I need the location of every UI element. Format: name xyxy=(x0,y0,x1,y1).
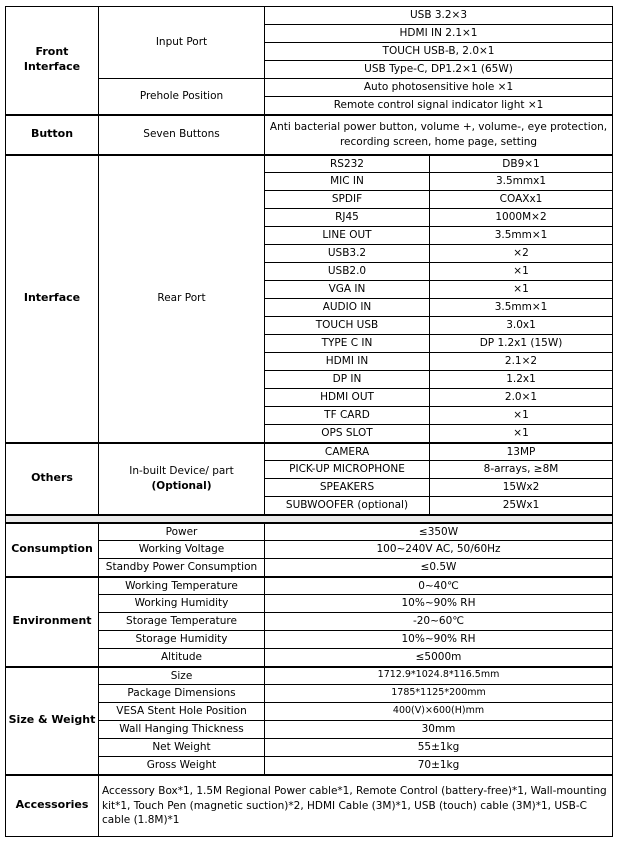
size-weight-category: Size & Weight xyxy=(6,667,99,775)
port-name: RS232 xyxy=(265,155,430,173)
port-value: 2.0×1 xyxy=(430,389,613,407)
interface-category: Interface xyxy=(6,155,99,443)
device-name: PICK-UP MICROPHONE xyxy=(265,461,430,479)
input-port-item: HDMI IN 2.1×1 xyxy=(265,25,613,43)
device-value: 13MP xyxy=(430,443,613,461)
port-value: ×1 xyxy=(430,281,613,299)
front-interface-category: Front Interface xyxy=(6,7,99,115)
environment-label: Working Temperature xyxy=(99,577,265,595)
size-weight-value: 55±1kg xyxy=(265,739,613,757)
device-name: SUBWOOFER (optional) xyxy=(265,497,430,515)
port-value: DB9×1 xyxy=(430,155,613,173)
size-weight-label: Net Weight xyxy=(99,739,265,757)
port-name: TYPE C IN xyxy=(265,335,430,353)
port-name: TF CARD xyxy=(265,407,430,425)
button-label: Seven Buttons xyxy=(99,115,265,155)
consumption-label: Power xyxy=(99,523,265,541)
optional-tag: (Optional) xyxy=(151,479,212,492)
input-port-label: Input Port xyxy=(99,7,265,79)
device-name: CAMERA xyxy=(265,443,430,461)
others-row xyxy=(6,443,613,461)
port-value: ×1 xyxy=(430,407,613,425)
separator-cell xyxy=(6,515,613,523)
size-weight-label: VESA Stent Hole Position xyxy=(99,703,265,721)
environment-value: 10%~90% RH xyxy=(265,595,613,613)
port-value: 3.5mmx1 xyxy=(430,173,613,191)
button-value: Anti bacterial power button, volume +, volume-, eye protection, recording screen, home page, setting xyxy=(265,115,613,155)
inbuilt-device-text: In-built Device/ part xyxy=(129,465,234,478)
environment-category: Environment xyxy=(6,577,99,667)
port-name: SPDIF xyxy=(265,191,430,209)
accessories-category: Accessories xyxy=(6,775,99,837)
port-name: AUDIO IN xyxy=(265,299,430,317)
environment-label: Storage Humidity xyxy=(99,631,265,649)
input-port-item: USB 3.2×3 xyxy=(265,7,613,25)
device-value: 8-arrays, ≥8M xyxy=(430,461,613,479)
interface-row xyxy=(6,155,613,173)
consumption-label: Working Voltage xyxy=(99,541,265,559)
port-value: DP 1.2x1 (15W) xyxy=(430,335,613,353)
environment-value: 0~40℃ xyxy=(265,577,613,595)
rear-port-label: Rear Port xyxy=(99,155,265,443)
size-weight-value: 30mm xyxy=(265,721,613,739)
port-name: MIC IN xyxy=(265,173,430,191)
port-name: USB3.2 xyxy=(265,245,430,263)
consumption-row xyxy=(6,523,613,541)
consumption-value: 100~240V AC, 50/60Hz xyxy=(265,541,613,559)
port-value: 3.0x1 xyxy=(430,317,613,335)
port-name: RJ45 xyxy=(265,209,430,227)
size-weight-value: 1785*1125*200mm xyxy=(265,685,613,703)
spec-body xyxy=(6,7,613,837)
port-name: HDMI IN xyxy=(265,353,430,371)
consumption-value: ≤0.5W xyxy=(265,559,613,577)
prehole-label: Prehole Position xyxy=(99,79,265,115)
size-weight-value: 70±1kg xyxy=(265,757,613,775)
device-value: 15Wx2 xyxy=(430,479,613,497)
size-weight-label: Package Dimensions xyxy=(99,685,265,703)
environment-row xyxy=(6,577,613,595)
input-port-item: USB Type-C, DP1.2×1 (65W) xyxy=(265,61,613,79)
others-category: Others xyxy=(6,443,99,515)
size-weight-value: 1712.9*1024.8*116.5mm xyxy=(265,667,613,685)
port-value: 3.5mm×1 xyxy=(430,299,613,317)
environment-label: Working Humidity xyxy=(99,595,265,613)
port-value: ×1 xyxy=(430,263,613,281)
prehole-item: Auto photosensitive hole ×1 xyxy=(265,79,613,97)
size-weight-label: Size xyxy=(99,667,265,685)
port-value: COAXx1 xyxy=(430,191,613,209)
port-name: OPS SLOT xyxy=(265,425,430,443)
port-value: 2.1×2 xyxy=(430,353,613,371)
input-port-item: TOUCH USB-B, 2.0×1 xyxy=(265,43,613,61)
environment-value: ≤5000m xyxy=(265,649,613,667)
prehole-item: Remote control signal indicator light ×1 xyxy=(265,97,613,115)
spec-table xyxy=(5,6,613,837)
port-name: TOUCH USB xyxy=(265,317,430,335)
consumption-category: Consumption xyxy=(6,523,99,577)
environment-label: Storage Temperature xyxy=(99,613,265,631)
port-name: LINE OUT xyxy=(265,227,430,245)
accessories-value: Accessory Box*1, 1.5M Regional Power cable*1, Remote Control (battery-free)*1, Wall-mounting kit*1, Touch Pen (magnetic suction)*2, HDMI Cable (3M)*1, USB (touch) cable (3M)*1, USB-C cable (1.8M)*1 xyxy=(99,775,613,837)
size-weight-row xyxy=(6,667,613,685)
section-separator xyxy=(6,515,613,523)
port-value: 3.5mm×1 xyxy=(430,227,613,245)
consumption-label: Standby Power Consumption xyxy=(99,559,265,577)
size-weight-label: Wall Hanging Thickness xyxy=(99,721,265,739)
port-name: VGA IN xyxy=(265,281,430,299)
environment-value: -20~60℃ xyxy=(265,613,613,631)
size-weight-label: Gross Weight xyxy=(99,757,265,775)
port-value: ×1 xyxy=(430,425,613,443)
port-name: HDMI OUT xyxy=(265,389,430,407)
inbuilt-device-label xyxy=(99,443,265,515)
port-value: ×2 xyxy=(430,245,613,263)
environment-value: 10%~90% RH xyxy=(265,631,613,649)
environment-label: Altitude xyxy=(99,649,265,667)
port-value: 1.2x1 xyxy=(430,371,613,389)
consumption-value: ≤350W xyxy=(265,523,613,541)
port-value: 1000M×2 xyxy=(430,209,613,227)
device-name: SPEAKERS xyxy=(265,479,430,497)
device-value: 25Wx1 xyxy=(430,497,613,515)
button-category: Button xyxy=(6,115,99,155)
port-name: USB2.0 xyxy=(265,263,430,281)
size-weight-value: 400(V)×600(H)mm xyxy=(265,703,613,721)
port-name: DP IN xyxy=(265,371,430,389)
